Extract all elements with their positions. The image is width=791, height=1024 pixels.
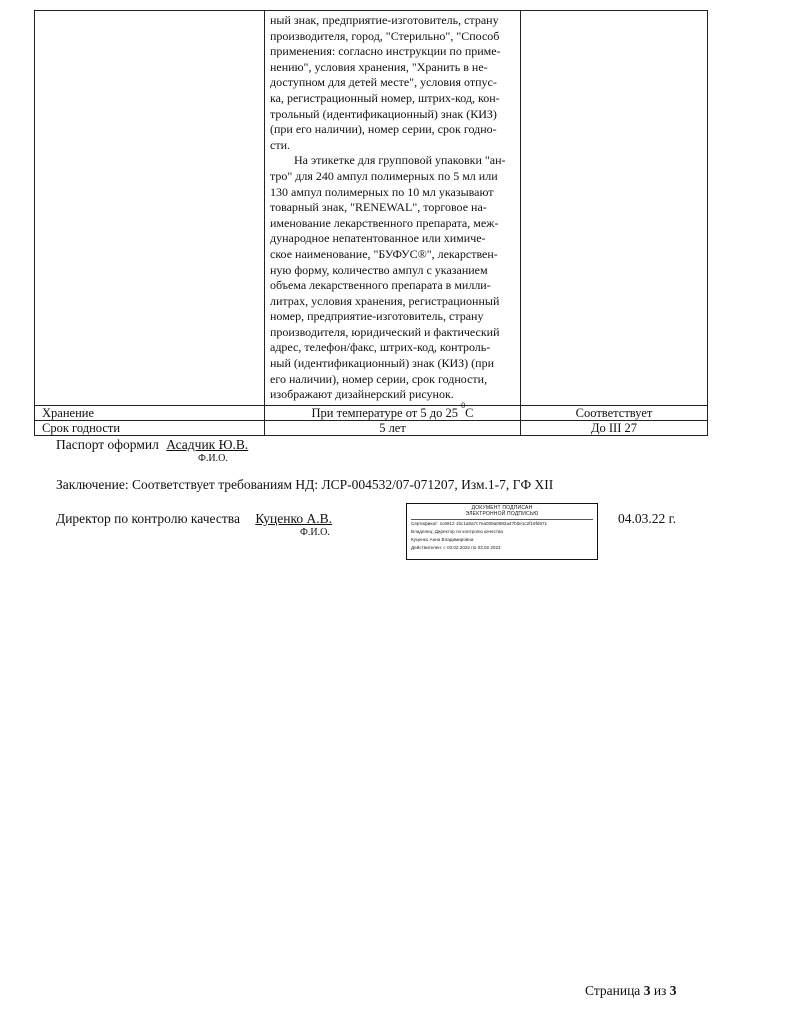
passport-name: Асадчик Ю.В. [166, 437, 249, 452]
director-fio-caption: Ф.И.О. [300, 527, 330, 538]
stamp-title-line-1: ДОКУМЕНТ ПОДПИСАН [471, 505, 533, 511]
page-middle: из [650, 983, 670, 998]
celsius-unit: С [465, 405, 474, 420]
conclusion-text: Заключение: Соответствует требованиям НД: ЛСР-004532/07-071207, Изм.1-7, ГФ XII [56, 477, 554, 492]
page-number [585, 983, 677, 999]
stamp-title-line-2: ЭЛЕКТРОННОЙ ПОДПИСЬЮ [465, 510, 539, 517]
table-row-labeling [35, 11, 708, 406]
shelf-life-requirement: 5 лет [265, 420, 521, 435]
page-total: 3 [669, 983, 677, 998]
labeling-paragraph-1: ный знак, предприятие-изготовитель, страну производителя, город, "Стерильно", "Способ применения: согласно инструкции по приме- нению", условия хранения, "Хранить в не- доступном для детей месте", условия отпус- ка, регистрационный номер, штрих-код, кон- трольный (идентификационный) знак (КИЗ) (при его наличии), номер серии, срок годно- сти. [270, 13, 501, 152]
cell-empty-right [521, 11, 708, 406]
shelf-life-result: До III 27 [521, 420, 708, 435]
stamp-owner: Владелец: Директор по контролю качества [411, 529, 503, 534]
stamp-divider [411, 519, 593, 520]
page-prefix: Страница [585, 983, 644, 998]
cell-empty-left [35, 11, 265, 406]
director-label: Директор по контролю качества [56, 511, 240, 526]
storage-result: Соответствует [521, 405, 708, 420]
labeling-paragraph-2: На этикетке для групповой упаковки "ан- тро" для 240 ампул полимерных по 5 мл или 130 ампул полимерных по 10 мл указывают товарный знак, "RENEWAL", торговое на- именование лекарственного препарата, меж- дународное непатентованное или химиче- ское наименование, "БУФУС®", лекарствен- ную форму, количество ампул с указанием объема лекарственного препарата в милли- литрах, условия хранения, регистрационный номер, предприятие-изготовитель, страну производителя, юридический и фактический адрес, телефон/факс, штрих-код, контроль- ный (идентификационный) знак (КИЗ) (при его наличии), номер серии, срок годности, изображают дизайнерский рисунок. [270, 153, 506, 402]
page-current: 3 [643, 983, 651, 998]
storage-requirement [265, 400, 521, 420]
cell-labeling-description [265, 11, 521, 406]
storage-requirement-text: При температуре от 5 до 25 [311, 405, 462, 420]
passport-line [56, 437, 248, 453]
passport-label: Паспорт оформил [56, 437, 159, 452]
storage-label: Хранение [35, 405, 265, 420]
stamp-title [407, 506, 597, 517]
passport-fio-caption: Ф.И.О. [198, 453, 228, 464]
stamp-certificate: Сертификат: 1c6812 1bc1a8a7c7ea009a0682a47b0e1c2f19fd671 [411, 521, 548, 526]
table-row-shelf-life [35, 420, 708, 435]
stamp-owner-name: Куценко Анна Владимировна [411, 537, 474, 542]
electronic-signature-stamp [406, 503, 598, 560]
shelf-life-label: Срок годности [35, 420, 265, 435]
degree-superscript: 0 [461, 400, 466, 410]
director-name: Куценко А.В. [255, 511, 332, 526]
specification-table [34, 10, 708, 436]
director-date: 04.03.22 г. [618, 511, 677, 526]
director-line [56, 511, 332, 527]
table-row-storage [35, 405, 708, 420]
stamp-validity: Действителен: с 03.02.2022 по 03.02.2023 [411, 545, 501, 550]
